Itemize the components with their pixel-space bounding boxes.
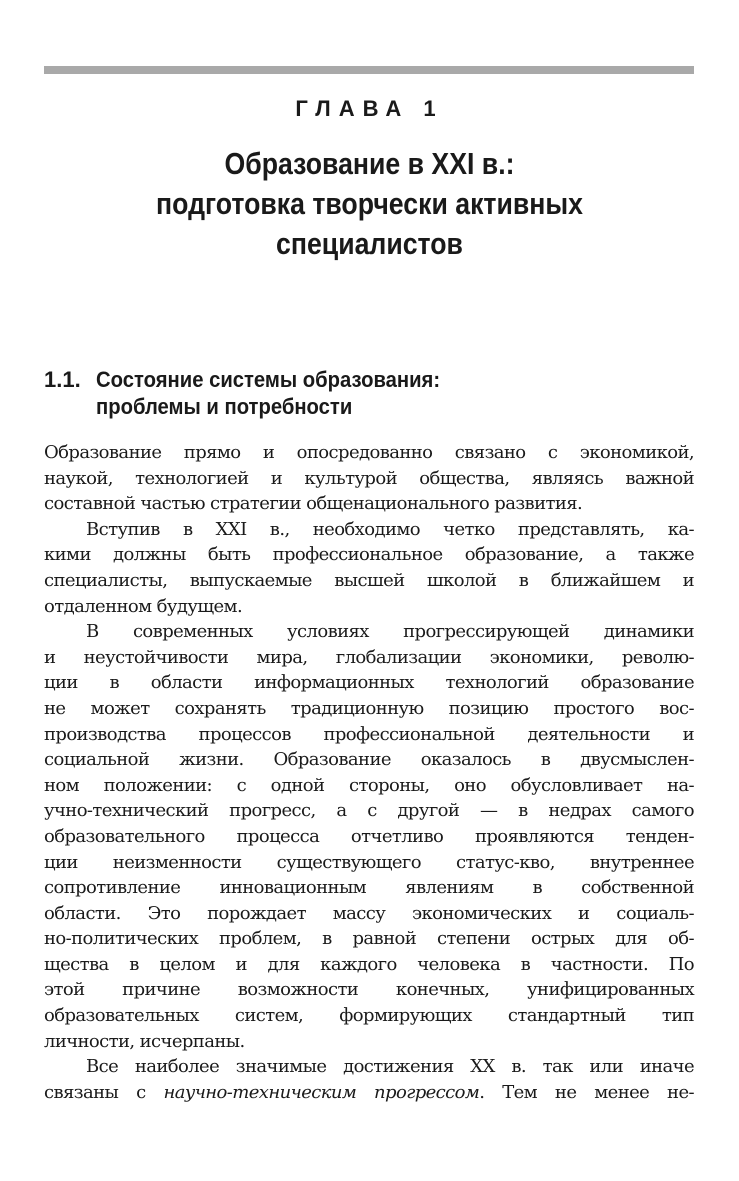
text-line: образовательных систем, формирующих стандартный тип [44, 1005, 694, 1027]
text-line: Вступив в XXI в., необходимо четко представлять, ка- [86, 518, 694, 540]
text-line: Все наиболее значимые достижения XX в. так или иначе [86, 1056, 694, 1078]
text-run: . Тем не менее не- [479, 1081, 694, 1103]
italic-term: научно-техническим прогрессом [163, 1081, 480, 1103]
text-line: Образование прямо и опосредованно связано с экономикой, [44, 442, 694, 463]
text-line: и неустойчивости мира, глобализации экономики, револю- [44, 646, 694, 668]
text-line: ции неизменности существующего статус-кво, внутреннее [44, 851, 694, 873]
section-title-line: проблемы и потребности [96, 394, 353, 419]
section-number: 1.1. [44, 367, 81, 392]
section-title-line: Состояние системы образования: [96, 367, 441, 392]
chapter-title [103, 144, 635, 264]
text-line: В современных условиях прогрессирующей динамики [86, 621, 694, 643]
chapter-label: ГЛАВА 1 [295, 96, 444, 121]
chapter-title-line: Образование в XXI в.: [224, 146, 515, 181]
text-line [44, 1080, 694, 1106]
text-line: личности, исчерпаны. [44, 1030, 245, 1052]
text-line: не может сохранять традиционную позицию простого вос- [44, 697, 694, 719]
text-line: образовательного процесса отчетливо проявляются тенден- [44, 825, 694, 847]
text-line: наукой, технологией и культурой общества, являясь важной [44, 467, 694, 489]
text-line: учно-технический прогресс, а с другой — в недрах самого [44, 800, 694, 822]
body-text [44, 440, 694, 1105]
text-line: производства процессов профессиональной деятельности и [44, 723, 694, 745]
chapter-title-line: специалистов [276, 226, 463, 261]
text-line: ции в области информационных технологий образование [44, 672, 694, 694]
chapter-title-line: подготовка творчески активных [156, 186, 583, 221]
text-line: но-политических проблем, в равной степени острых для об- [44, 928, 694, 950]
text-line: щества в целом и для каждого человека в частности. По [44, 953, 694, 975]
header-rule [44, 66, 694, 74]
text-line: специалисты, выпускаемые высшей школой в ближайшем и [44, 569, 694, 591]
text-run: связаны с [44, 1081, 164, 1103]
text-line: составной частью стратегии общенационального развития. [44, 493, 583, 515]
text-line: отдаленном будущем. [44, 595, 243, 617]
text-line: кими должны быть профессиональное образование, а также [44, 544, 694, 566]
text-line: области. Это порождает массу экономических и социаль- [44, 902, 694, 924]
text-line: этой причине возможности конечных, унифицированных [44, 979, 694, 1001]
text-line: социальной жизни. Образование оказалось в двусмыслен- [44, 749, 694, 771]
text-line: сопротивление инновационным явлениям в собственной [44, 877, 694, 899]
text-line: ном положении: с одной стороны, оно обусловливает на- [44, 774, 694, 796]
